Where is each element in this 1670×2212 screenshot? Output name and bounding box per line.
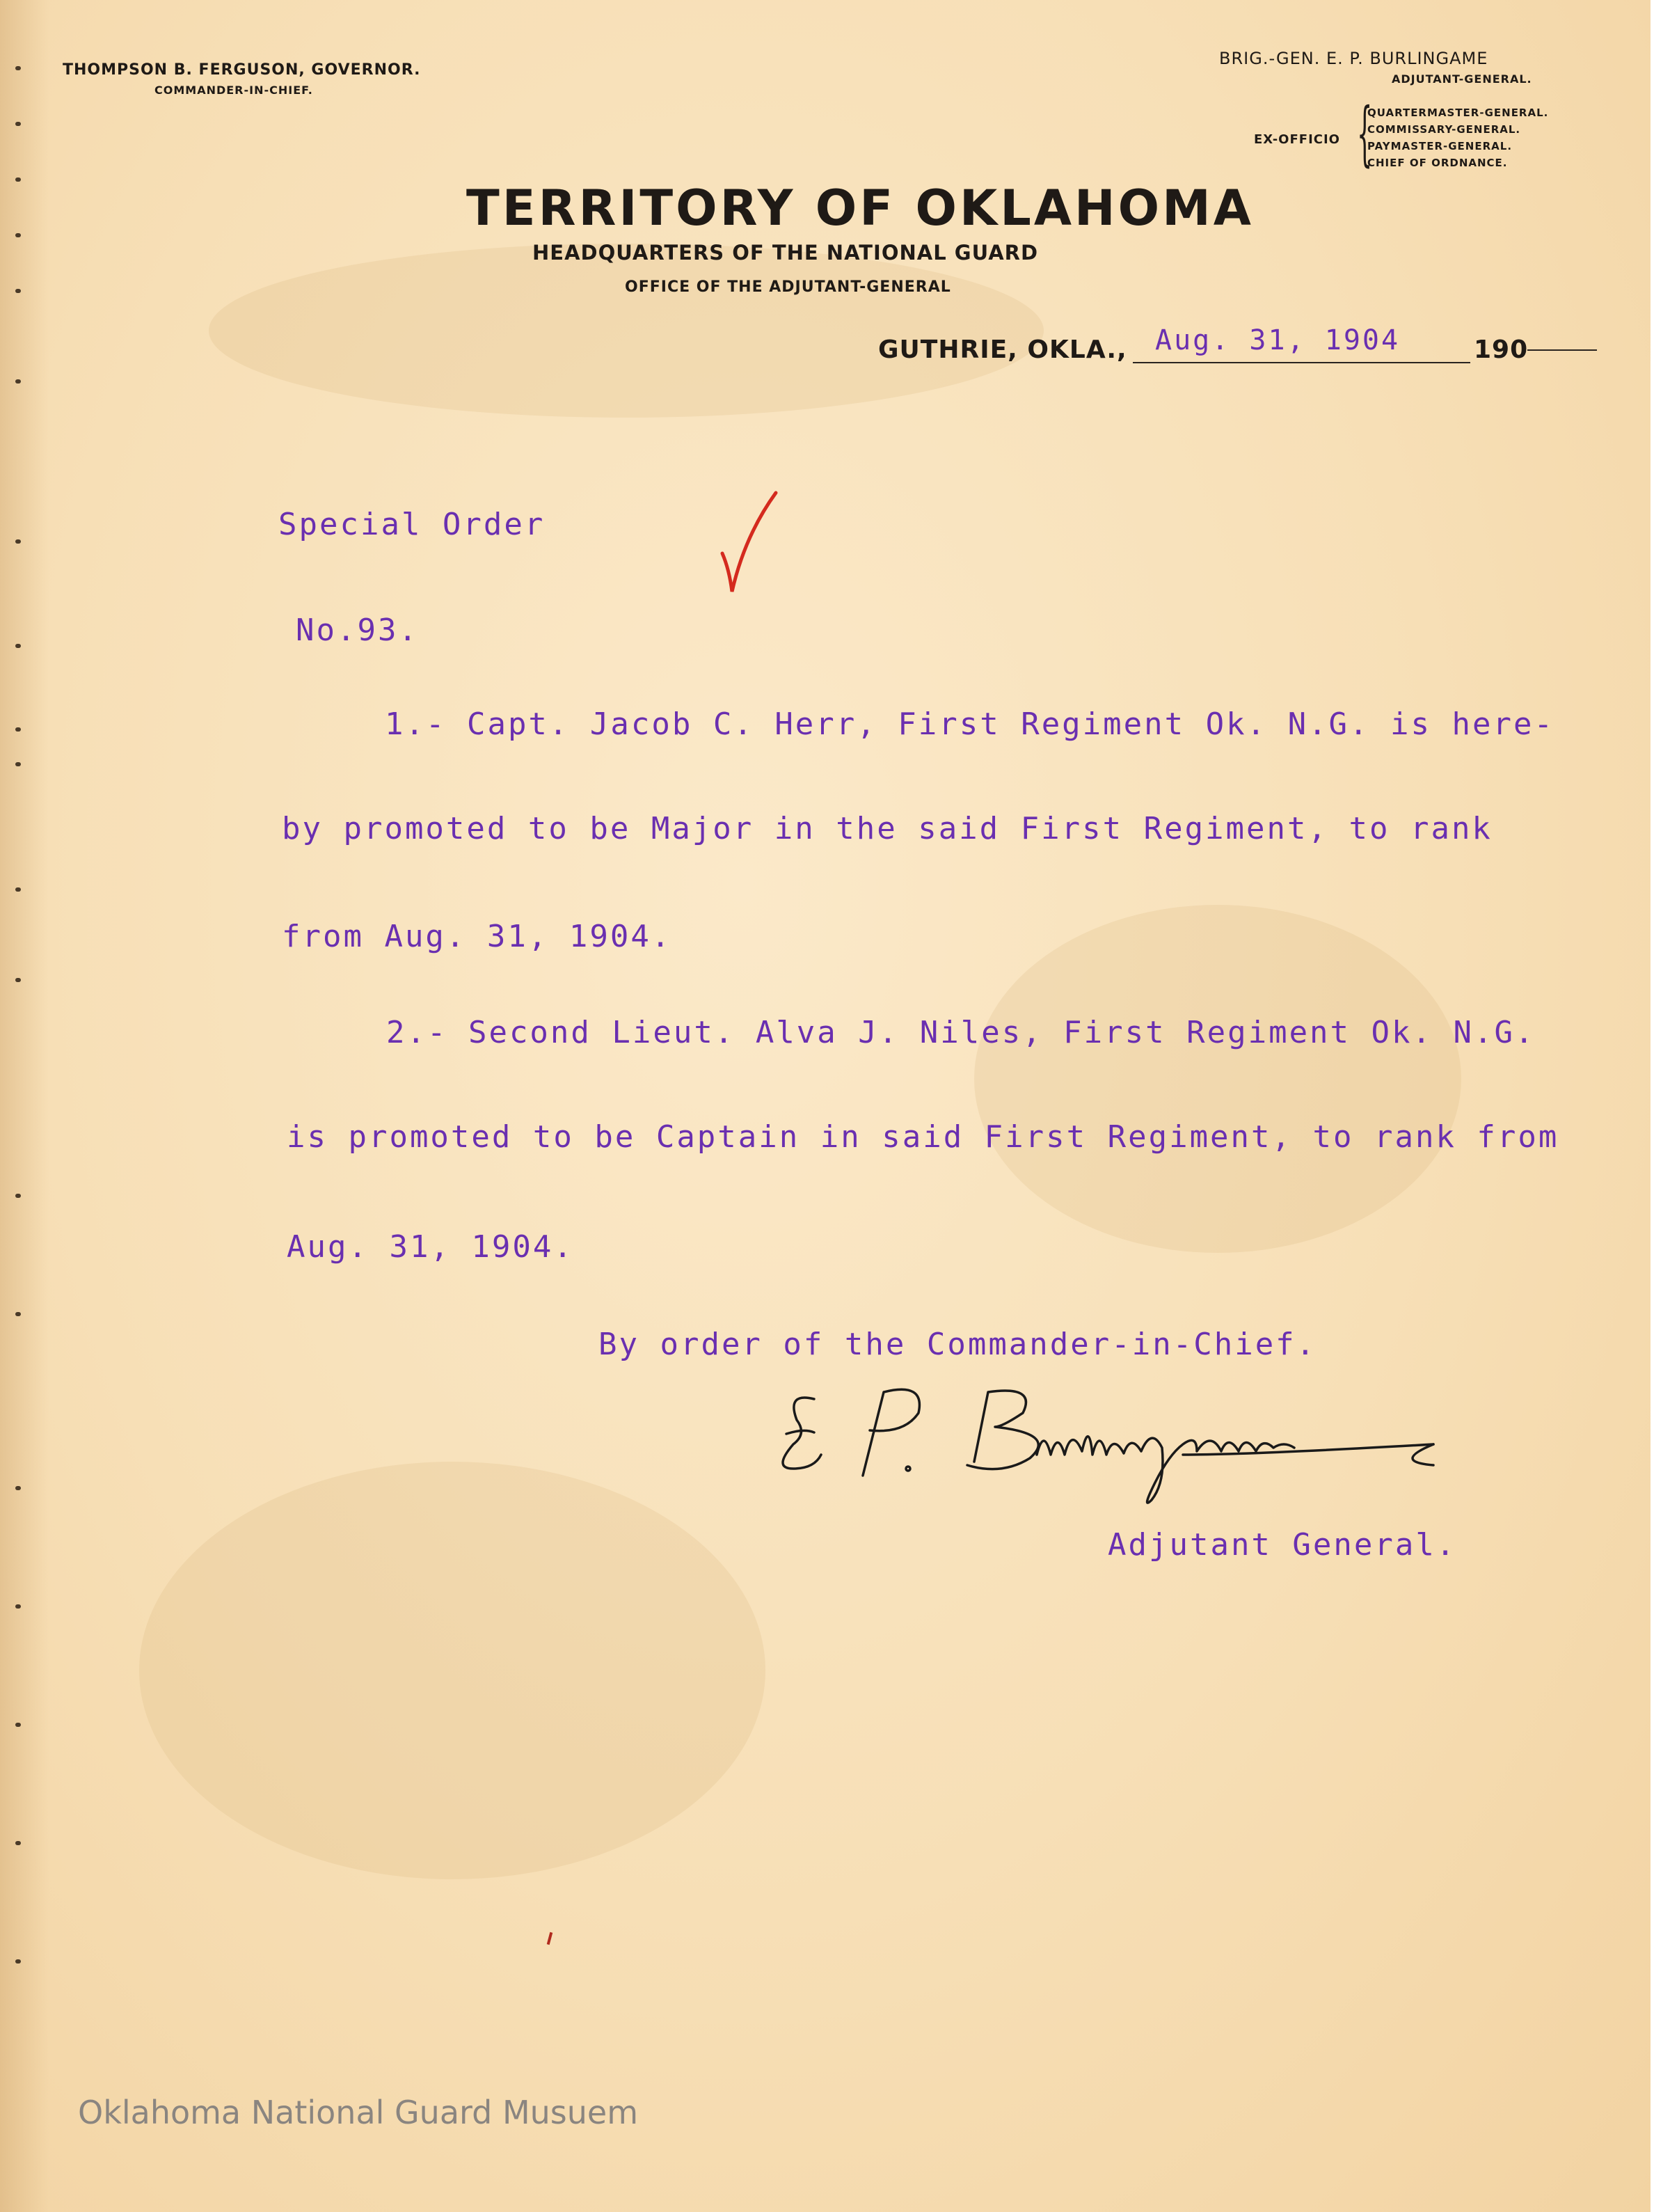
punch-hole: [15, 762, 21, 766]
order-item-1-line: by promoted to be Major in the said First Regiment, to rank: [282, 811, 1493, 846]
punch-hole: [15, 978, 21, 982]
punch-hole: [15, 379, 21, 384]
order-item-2-line: Aug. 31, 1904.: [287, 1229, 574, 1265]
closing-line: By order of the Commander-in-Chief.: [598, 1327, 1317, 1362]
punch-hole: [15, 177, 21, 182]
ex-officio-role: COMMISSARY-GENERAL.: [1367, 123, 1521, 136]
ex-officio-role: CHIEF OF ORDNANCE.: [1367, 157, 1508, 169]
paper-stain: [974, 905, 1461, 1253]
museum-watermark: Oklahoma National Guard Musuem: [78, 2094, 639, 2131]
punch-hole: [15, 1486, 21, 1490]
ex-officio-brace: {: [1357, 93, 1373, 174]
punch-hole: [15, 727, 21, 732]
order-item-2-line: 2.- Second Lieut. Alva J. Niles, First Regiment Ok. N.G.: [386, 1015, 1536, 1050]
paper-stain: [209, 244, 1044, 418]
governor-name: THOMPSON B. FERGUSON, GOVERNOR.: [63, 61, 421, 79]
ex-officio-label: EX-OFFICIO: [1254, 132, 1340, 147]
ex-officio-role: PAYMASTER-GENERAL.: [1367, 140, 1513, 152]
year-prefix: 190: [1474, 335, 1529, 364]
punch-hole: [15, 122, 21, 126]
order-number: No.93.: [296, 613, 419, 648]
punch-hole: [15, 289, 21, 293]
ex-officio-role: QUARTERMASTER-GENERAL.: [1367, 106, 1549, 119]
adjutant-name: BRIG.-GEN. E. P. BURLINGAME: [1219, 49, 1488, 68]
punch-hole: [15, 644, 21, 648]
punch-hole: [15, 66, 21, 70]
ink-speck: [547, 1932, 553, 1945]
punch-hole: [15, 1604, 21, 1609]
paper-edge-shadow: [0, 0, 49, 2212]
order-item-2-line: is promoted to be Captain in said First Regiment, to rank from: [287, 1119, 1559, 1155]
punch-hole: [15, 1312, 21, 1316]
punch-hole: [15, 1723, 21, 1727]
punch-hole: [15, 233, 21, 237]
date-underline: [1133, 362, 1470, 363]
order-heading: Special Order: [278, 507, 546, 542]
signer-title: Adjutant General.: [1108, 1527, 1457, 1563]
paper-stain: [139, 1462, 765, 1879]
punch-hole: [15, 887, 21, 892]
signature: [765, 1378, 1489, 1538]
letterhead-subtitle: HEADQUARTERS OF THE NATIONAL GUARD: [532, 241, 1039, 264]
governor-title: COMMANDER-IN-CHIEF.: [154, 84, 313, 97]
year-underline: [1527, 349, 1597, 351]
punch-hole: [15, 539, 21, 544]
letter-date: Aug. 31, 1904: [1155, 324, 1401, 356]
punch-hole: [15, 1194, 21, 1198]
punch-hole: [15, 1841, 21, 1845]
adjutant-title: ADJUTANT-GENERAL.: [1392, 72, 1532, 86]
place-label: GUTHRIE, OKLA.,: [878, 335, 1127, 364]
letterhead-office: OFFICE OF THE ADJUTANT-GENERAL: [625, 278, 951, 296]
punch-hole: [15, 1959, 21, 1964]
check-mark-icon: [717, 487, 779, 599]
order-item-1-line: 1.- Capt. Jacob C. Herr, First Regiment Ok. N.G. is here-: [385, 706, 1554, 742]
letterhead-title: TERRITORY OF OKLAHOMA: [466, 180, 1254, 237]
order-item-1-line: from Aug. 31, 1904.: [282, 919, 672, 954]
